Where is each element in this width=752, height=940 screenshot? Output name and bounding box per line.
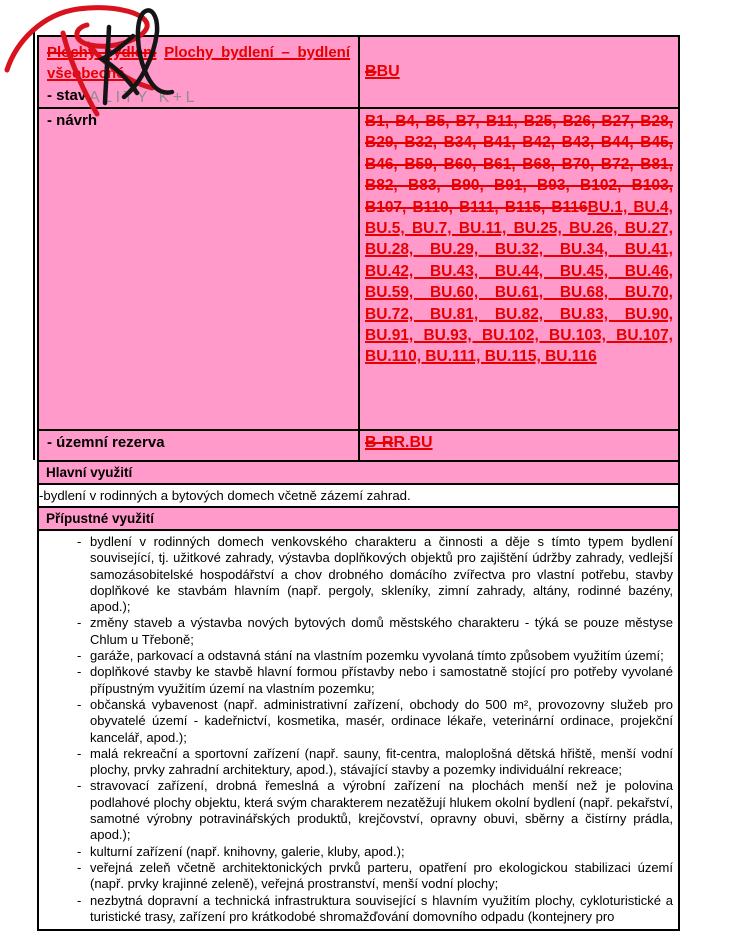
- list-item: [39, 844, 673, 860]
- list-item: [39, 746, 673, 779]
- list-item: [39, 697, 673, 746]
- navrh-codes-new: BU.1, BU.4, BU.5, BU.7, BU.11, BU.25, BU.26, BU.27, BU.28, BU.29, BU.32, BU.34, BU.41, BU.42, BU.43, BU.44, BU.45, BU.46, BU.59, BU.60, BU.61, BU.68, BU.70, BU.72, BU.81, BU.82, BU.83, BU.90, BU.91, BU.93, BU.102, BU.103, BU.107, BU.110, BU.111, BU.115, BU.116: [365, 198, 673, 366]
- navrh-codes-cell: [360, 109, 678, 429]
- hlavni-item-text: bydlení v rodinných a bytových domech včetně zázemí zahrad.: [43, 488, 411, 503]
- bullet-dash: -: [77, 615, 82, 631]
- list-item: [39, 893, 673, 926]
- list-item-text: kulturní zařízení (např. knihovny, galerie, kluby, apod.);: [90, 843, 405, 859]
- bullet-dash: -: [77, 843, 82, 859]
- navrh-label: - návrh: [39, 109, 360, 429]
- list-item-text: bydlení v rodinných domech venkovského charakteru a činnosti a děje s tímto typem bydlení související, tj. užitkové zahrady, výstavba doplňkových objektů pro zajištění údržby zahrady, vedlejší samozásobitelské hospodářství a chov drobného domácího zvířectva pro vlastní potřebu, stavby doplňkové ke stavbám hlavním (např. pergoly, skleníky, zimní zahrady, altány, rodinné bazény, apod.);: [90, 534, 673, 615]
- list-item: [39, 664, 673, 697]
- bullet-dash: -: [77, 534, 82, 549]
- list-item-text: nezbytná dopravní a technická infrastruktura související s hlavním využitím plochy, cykloturistické a turistické trasy, zařízení pro krátkodobé shromažďování domovního odpadu (kontejnery pro: [90, 892, 673, 924]
- header-title-cell: [39, 37, 360, 107]
- page-title: [47, 42, 350, 84]
- revision-change-bar: [33, 30, 35, 460]
- bullet-dash: -: [77, 892, 82, 908]
- list-item-text: malá rekreační a sportovní zařízení (např. sauny, fit-centra, maloplošná dětská hřiště, menší vodní plochy, prvky zahradní architektury, apod.), stávající stavby a pozemky individuální rekreace;: [90, 745, 673, 778]
- list-item-text: změny staveb a výstavba nových bytových domů městského charakteru - týká se pouze městyse Chlum u Třeboně;: [90, 615, 673, 647]
- rezerva-code-cell: [360, 431, 678, 460]
- navrh-codes-strikethrough: B1, B4, B5, B7, B11, B25, B26, B27, B28, B29, B32, B34, B41, B42, B43, B44, B45, B46, B59, B60, B61, B68, B70, B72, B81, B82, B83, B90, B91, B93, B102, B103, B107, B110, B111, B115, B116: [365, 113, 673, 216]
- rezerva-code-new: R.BU: [393, 434, 433, 451]
- list-item-text: stravovací zařízení, drobná řemeslná a výrobní zařízení na plochách menší než je polovina podlahové plochy objektu, která svým charakterem nezatěžují hlukem okolní bydlení (např. pekařství, samotné výrobny potravinářských produktů, krejčovství, opravny obuvi, sběrny a čistírny prádla, apod.);: [90, 778, 673, 843]
- list-item-text: veřejná zeleň včetně architektonických prvků parteru, opatření pro ekologickou stabilizaci území (např. prvky krajinné zeleně), veřejná prostranství, menší vodní plochy;: [90, 859, 673, 892]
- bullet-dash: -: [39, 488, 44, 503]
- bullet-dash: -: [77, 648, 82, 664]
- rezerva-label: - územní rezerva: [39, 431, 360, 460]
- list-item: [39, 615, 673, 648]
- bullet-dash: -: [77, 778, 82, 794]
- hlavni-item: [39, 483, 678, 506]
- rezerva-code-strikethrough: B-R: [365, 434, 394, 451]
- zoning-table: [37, 35, 680, 931]
- list-item: [39, 648, 673, 664]
- stav-label: - stav: [47, 87, 87, 104]
- bullet-dash: -: [77, 745, 82, 761]
- code-new: BU: [376, 63, 400, 80]
- list-item: [39, 860, 673, 893]
- list-item: [39, 534, 673, 615]
- stav-row: [47, 86, 350, 108]
- bullet-dash: -: [77, 664, 82, 680]
- bullet-dash: -: [77, 696, 82, 712]
- list-item-text: občanská vybavenost (např. administrativní zařízení, obchody do 500 m², provozovny služeb pro obyvatelé území - kadeřnictví, kosmetika, masér, ordinace lékaře, veterinární ordinace, projekční kancelář, apod.);: [90, 696, 673, 745]
- watermark-text: ALITY K+L: [89, 89, 199, 106]
- pripustne-list: [39, 529, 678, 929]
- section-heading-hlavni: Hlavní využití: [39, 460, 678, 483]
- title-new: Plochy bydlení – bydlení všeobecné: [47, 44, 351, 82]
- title-strikethrough: Plochy bydlení: [47, 44, 157, 61]
- table-row: [39, 429, 678, 460]
- table-row: [39, 37, 678, 107]
- table-row: [39, 107, 678, 429]
- section-heading-pripustne: Přípustné využití: [39, 506, 678, 529]
- bullet-dash: -: [77, 859, 82, 875]
- code-strikethrough: B: [365, 63, 377, 80]
- list-item-text: garáže, parkovací a odstavná stání na vlastním pozemku vyvolaná tímto způsobem využitím území;: [90, 648, 664, 664]
- list-item: [39, 778, 673, 843]
- header-code-cell: [360, 37, 678, 107]
- list-item-text: doplňkové stavby ke stavbě hlavní formou přístavby nebo i samostatně stojící pro potřeby vyvolané přípustným využitím území na vlastním pozemku;: [90, 664, 673, 696]
